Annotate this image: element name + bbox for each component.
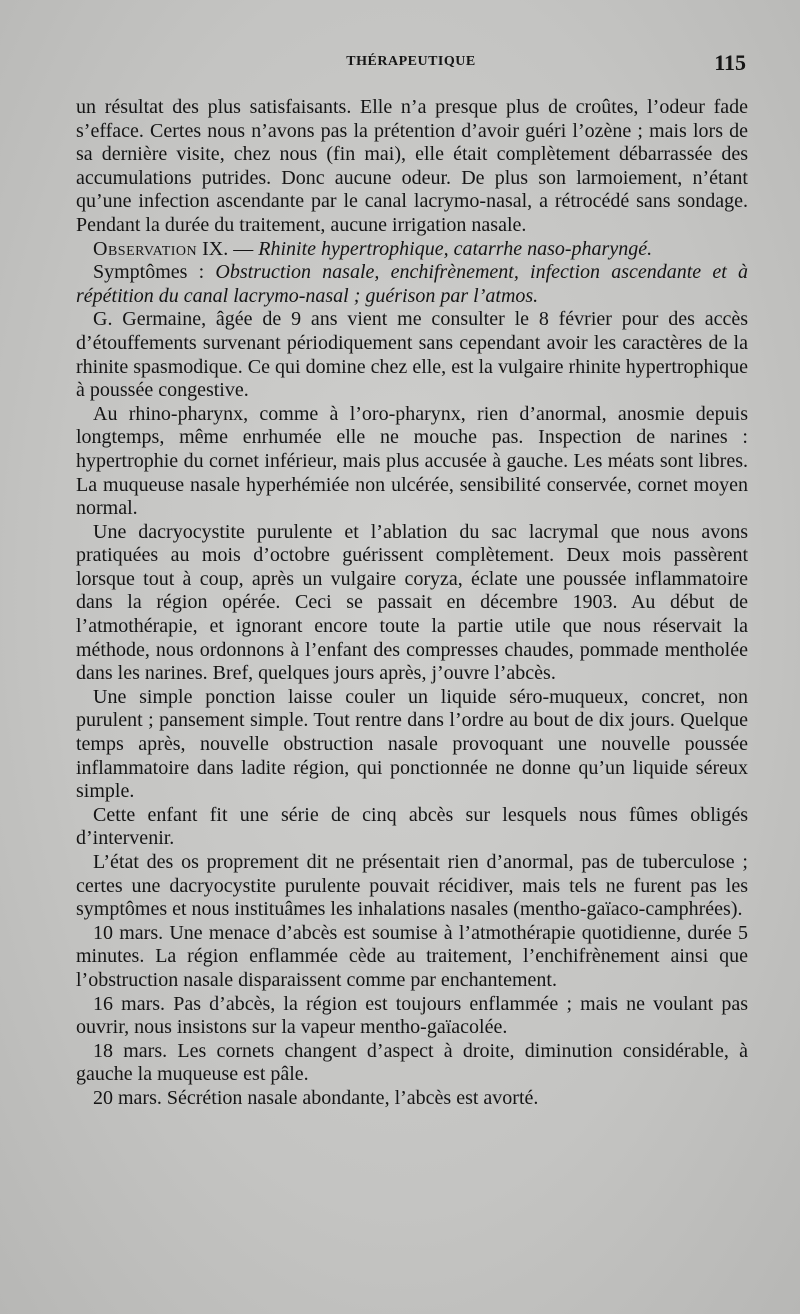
observation-title: Rhinite hypertrophique, catarrhe naso-pharyngé. <box>258 237 653 260</box>
paragraph-continued: un résultat des plus satisfaisants. Elle n’a presque plus de croûtes, l’odeur fade s’efface. Certes nous n’avons pas la prétention d’avoir guéri l’ozène ; mais lors de sa dernière visite, chez nous (fin mai), elle était complètement débarrassée des accumulations putrides. Donc aucune odeur. De plus son larmoiement, n’étant qu’une infection ascendante par le canal lacrymo-nasal, a rétrocédé sans sondage. Pendant la durée du traitement, aucune irrigation nasale. <box>76 96 748 236</box>
paragraph-abces: Cette enfant fit une série de cinq abcès sur lesquels nous fûmes obligés d’intervenir. <box>76 803 748 850</box>
paragraph-etat-des-os: L’état des os proprement dit ne présentait rien d’anormal, pas de tuberculose ; certes une dacryocystite purulente pouvait récidiver, mais tels ne furent pas les symptômes et nous instituâmes les inhalations nasales (mentho-gaïaco-camphrées). <box>76 851 748 921</box>
entry-16-mars: 16 mars. Pas d’abcès, la région est toujours enflammée ; mais ne voulant pas ouvrir, nous insistons sur la vapeur mentho-gaïacolée. <box>76 992 748 1039</box>
page-number: 115 <box>714 50 746 75</box>
entry-18-mars: 18 mars. Les cornets changent d’aspect à droite, diminution considérable, à gauche la muqueuse est pâle. <box>76 1039 748 1086</box>
running-title: THÉRAPEUTIQUE <box>346 54 476 69</box>
paragraph-germaine: G. Germaine, âgée de 9 ans vient me consulter le 8 février pour des accès d’étouffements survenant périodiquement sans cependant avoir les caractères de la rhinite spasmodique. Ce qui domine chez elle, est la vulgaire rhinite hypertrophique à poussée congestive. <box>76 308 748 402</box>
entry-20-mars: 20 mars. Sécrétion nasale abondante, l’abcès est avorté. <box>93 1086 539 1109</box>
paragraph-dacryocystite: Une dacryocystite purulente et l’ablation du sac lacrymal que nous avons pratiquées au mois d’octobre guérissent complètement. Deux mois passèrent lorsque tout à coup, après un vulgaire coryza, éclate une poussée inflammatoire dans la région opérée. Ceci se passait en décembre 1903. Au début de l’atmothérapie, et ignorant encore toute la partie utile que nous réservait la méthode, nous ordonnons à l’enfant des compresses chaudes, pommade mentholée dans les narines. Bref, quelques jours après, j’ouvre l’abcès. <box>76 520 748 685</box>
entry-10-mars: 10 mars. Une menace d’abcès est soumise à l’atmothérapie quotidienne, durée 5 minutes. La région enflammée cède au traitement, l’enchifrènement ainsi que l’obstruction nasale disparaissent comme par enchantement. <box>76 921 748 991</box>
symptoms-label: Symptômes : <box>93 261 216 284</box>
page-header <box>76 50 746 80</box>
symptoms-text: Obstruction nasale, enchifrènement, infection ascendante et à répétition du canal lacrymo-nasal ; guérison par l’atmos. <box>76 261 748 307</box>
symptoms-paragraph <box>76 261 748 308</box>
paragraph-rhino-pharynx: Au rhino-pharynx, comme à l’oro-pharynx, rien d’anormal, anosmie depuis longtemps, même enrhumée elle ne mouche pas. Inspection de narines : hypertrophie du cornet inférieur, mais plus accusée à gauche. Les méats sont libres. La muqueuse nasale hyperhémiée non ulcérée, sensibilité conservée, cornet moyen normal. <box>76 402 748 520</box>
observation-heading <box>76 238 748 262</box>
observation-label: Observation <box>93 237 198 260</box>
observation-number: IX. — <box>202 237 259 260</box>
body-text <box>76 96 748 1111</box>
paragraph-ponction: Une simple ponction laisse couler un liquide séro-muqueux, concret, non purulent ; pansement simple. Tout rentre dans l’ordre au bout de dix jours. Quelque temps après, nouvelle obstruction nasale provoquant une nouvelle poussée inflammatoire dans ladite région, qui ponctionnée ne donne qu’un liquide séreux simple. <box>76 685 748 803</box>
